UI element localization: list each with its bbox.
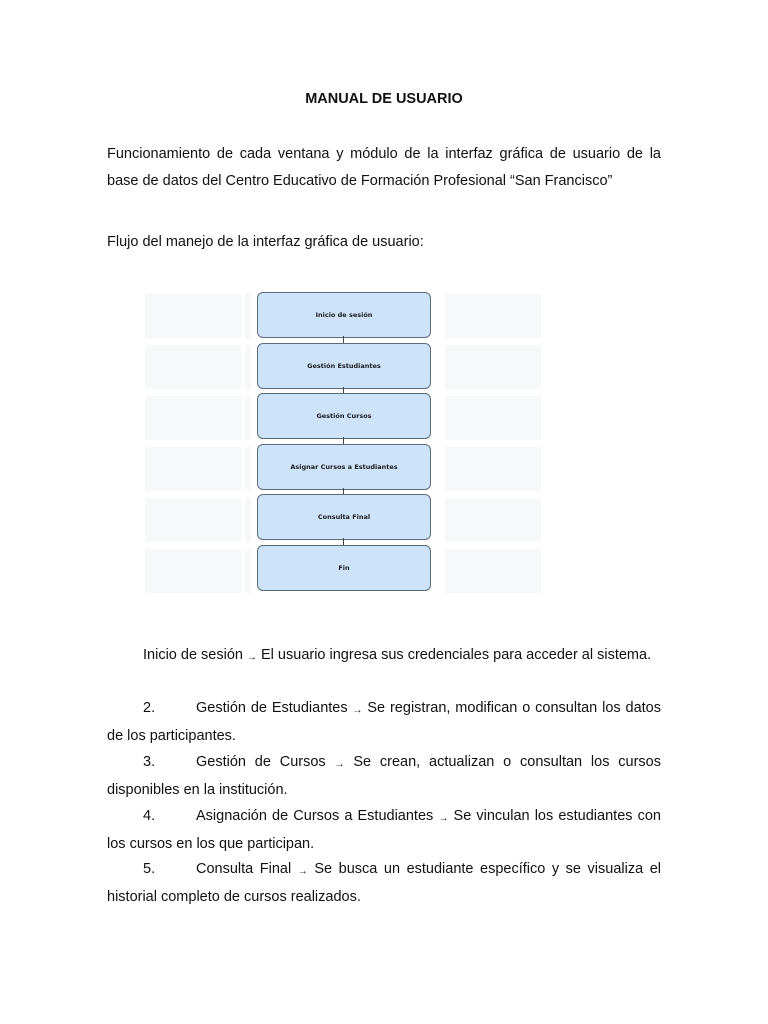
step-description: Se crean, actualizan o consultan los cursos disponibles en la institución. (107, 754, 661, 798)
step-title: Gestión de Cursos (196, 754, 326, 770)
step-number: 4. (143, 808, 156, 824)
step-number: 2. (143, 700, 156, 716)
flowchart-background-tile (145, 549, 241, 593)
step-4 (107, 803, 661, 858)
flowchart-box: Consulta Final (257, 494, 431, 540)
flowchart-background-tile (145, 396, 241, 440)
flowchart-background-tile (145, 447, 241, 491)
flowchart-background-tile (145, 294, 241, 338)
flowchart-background-tile (145, 345, 241, 389)
flowchart-background-tile (445, 498, 541, 542)
step-1 (107, 642, 661, 670)
flowchart-background-tile (245, 549, 251, 593)
flowchart-background-tile (245, 396, 251, 440)
step-3 (107, 749, 661, 804)
flowchart-background-tile (245, 345, 251, 389)
step-title: Gestión de Estudiantes (196, 700, 348, 716)
arrow-icon: → (246, 652, 257, 663)
step-number: 5. (143, 861, 156, 877)
step-5 (107, 856, 661, 911)
step-description: Se registran, modifican o consultan los datos de los participantes. (107, 700, 661, 744)
arrow-icon: → (334, 759, 345, 770)
flowchart-background-tile (245, 498, 251, 542)
arrow-icon: → (438, 813, 449, 824)
flowchart-background-tile (445, 549, 541, 593)
flowchart-box: Fin (257, 545, 431, 591)
flowchart-background-tile (445, 294, 541, 338)
flowchart (145, 286, 545, 608)
step-description: Se busca un estudiante específico y se visualiza el historial completo de cursos realizados. (107, 861, 662, 905)
step-title: Inicio de sesión (143, 647, 243, 663)
step-number: 3. (143, 754, 156, 770)
intro-paragraph: Funcionamiento de cada ventana y módulo de la interfaz gráfica de usuario de la base de datos del Centro Educativo de Formación Profesional “San Francisco” (107, 146, 661, 189)
flowchart-background-tile (245, 447, 251, 491)
flowchart-background-tile (445, 447, 541, 491)
step-description: El usuario ingresa sus credenciales para acceder al sistema. (261, 647, 652, 663)
flowchart-box: Asignar Cursos a Estudiantes (257, 444, 431, 490)
step-title: Consulta Final (196, 861, 292, 877)
arrow-icon: → (352, 705, 363, 716)
step-title: Asignación de Cursos a Estudiantes (196, 808, 434, 824)
flowchart-background-tile (145, 498, 241, 542)
flowchart-box: Gestión Cursos (257, 393, 431, 439)
flowchart-background-tile (445, 396, 541, 440)
step-description: Se vinculan los estudiantes con los cursos en los que participan. (107, 808, 661, 852)
flow-label: Flujo del manejo de la interfaz gráfica de usuario: (107, 234, 424, 250)
flowchart-box: Inicio de sesión (257, 292, 431, 338)
flowchart-background-tile (245, 294, 251, 338)
flowchart-box: Gestión Estudiantes (257, 343, 431, 389)
document-title: MANUAL DE USUARIO (305, 91, 463, 107)
step-2 (107, 695, 661, 750)
flowchart-background-tile (445, 345, 541, 389)
arrow-icon: → (297, 866, 308, 877)
